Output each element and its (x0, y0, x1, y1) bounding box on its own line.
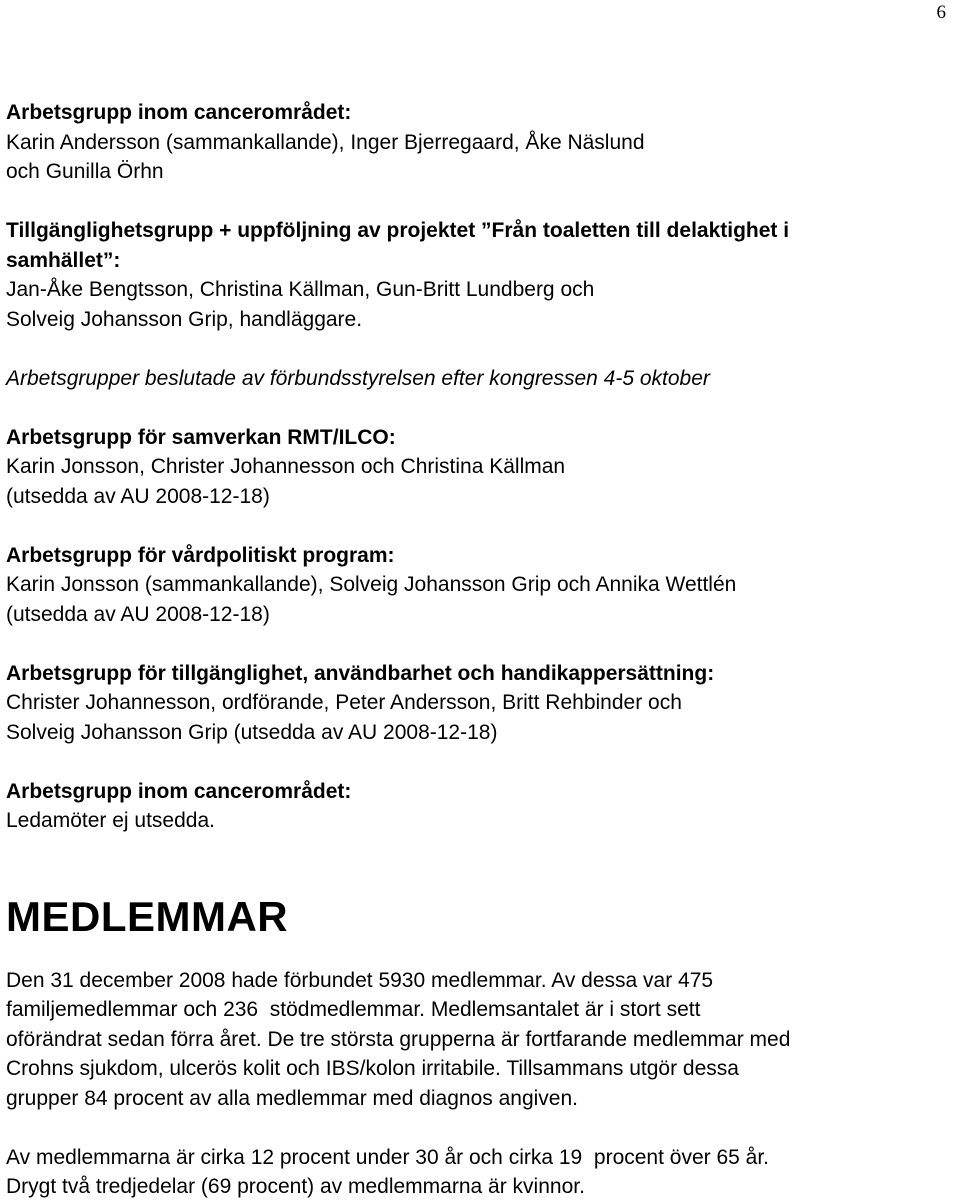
section-text-line: Christer Johannesson, ordförande, Peter Andersson, Britt Rehbinder och (6, 691, 682, 714)
section-text-line: (utsedda av AU 2008-12-18) (6, 602, 270, 626)
intro-italic: Arbetsgrupper beslutade av förbundsstyrelsen efter kongressen 4-5 oktober (6, 366, 710, 390)
section-accessibility-group-1 (6, 216, 956, 334)
section-text-line: Karin Andersson (sammankallande), Inger Bjerregaard, Åke Näslund (6, 130, 645, 154)
paragraph-line: Av medlemmarna är cirka 12 procent under 30 år och cirka 19 procent över 65 år. (6, 1145, 770, 1169)
paragraph-line: Drygt två tredjedelar (69 procent) av medlemmarna är kvinnor. (6, 1175, 585, 1198)
section-text-line: och Gunilla Örhn (6, 160, 164, 183)
section-cancer-group-1 (6, 98, 956, 187)
section-title: Arbetsgrupp inom cancerområdet: (6, 101, 352, 124)
section-title: Arbetsgrupp inom cancerområdet: (6, 779, 352, 803)
section-care-policy-group (6, 541, 956, 630)
section-title: samhället”: (6, 248, 121, 272)
section-cancer-group-2 (6, 777, 956, 836)
section-title: Arbetsgrupp för tillgänglighet, användbarhet och handikappersättning: (6, 661, 715, 685)
paragraph-line: grupper 84 procent av alla medlemmar med diagnos angiven. (6, 1086, 578, 1110)
section-text-line: Solveig Johansson Grip, handläggare. (6, 307, 363, 331)
page-number: 6 (936, 2, 946, 23)
paragraph-line: Den 31 december 2008 hade förbundet 5930 medlemmar. Av dessa var 475 (6, 968, 714, 992)
section-title: Arbetsgrupp för samverkan RMT/ILCO: (6, 425, 396, 449)
paragraph-line: Crohns sjukdom, ulcerös kolit och IBS/kolon irritabile. Tillsammans utgör dessa (6, 1057, 739, 1080)
section-cooperation-group (6, 423, 956, 512)
members-paragraph-1 (6, 966, 956, 1114)
paragraph-line: oförändrat sedan förra året. De tre största grupperna är fortfarande medlemmar med (6, 1027, 791, 1051)
section-text-line: Karin Jonsson (sammankallande), Solveig Johansson Grip och Annika Wettlén (6, 573, 737, 596)
section-text-line: Jan-Åke Bengtsson, Christina Källman, Gun-Britt Lundberg och (6, 278, 595, 301)
section-text-line: (utsedda av AU 2008-12-18) (6, 484, 270, 508)
section-text-line: Karin Jonsson, Christer Johannesson och Christina Källman (6, 455, 566, 478)
paragraph-line: familjemedlemmar och 236 stödmedlemmar. Medlemsantalet är i stort sett (6, 998, 701, 1021)
section-text-line: Solveig Johansson Grip (utsedda av AU 2008-12-18) (6, 720, 498, 744)
section-accessibility-group-2 (6, 659, 956, 748)
members-paragraph-2 (6, 1143, 956, 1202)
members-heading: MEDLEMMAR (6, 892, 289, 940)
section-title: Tillgänglighetsgrupp + uppföljning av projektet ”Från toaletten till delaktighet i (6, 219, 790, 242)
section-title: Arbetsgrupp för vårdpolitiskt program: (6, 543, 395, 567)
document-body (6, 98, 956, 1202)
section-text-line: Ledamöter ej utsedda. (6, 809, 215, 832)
